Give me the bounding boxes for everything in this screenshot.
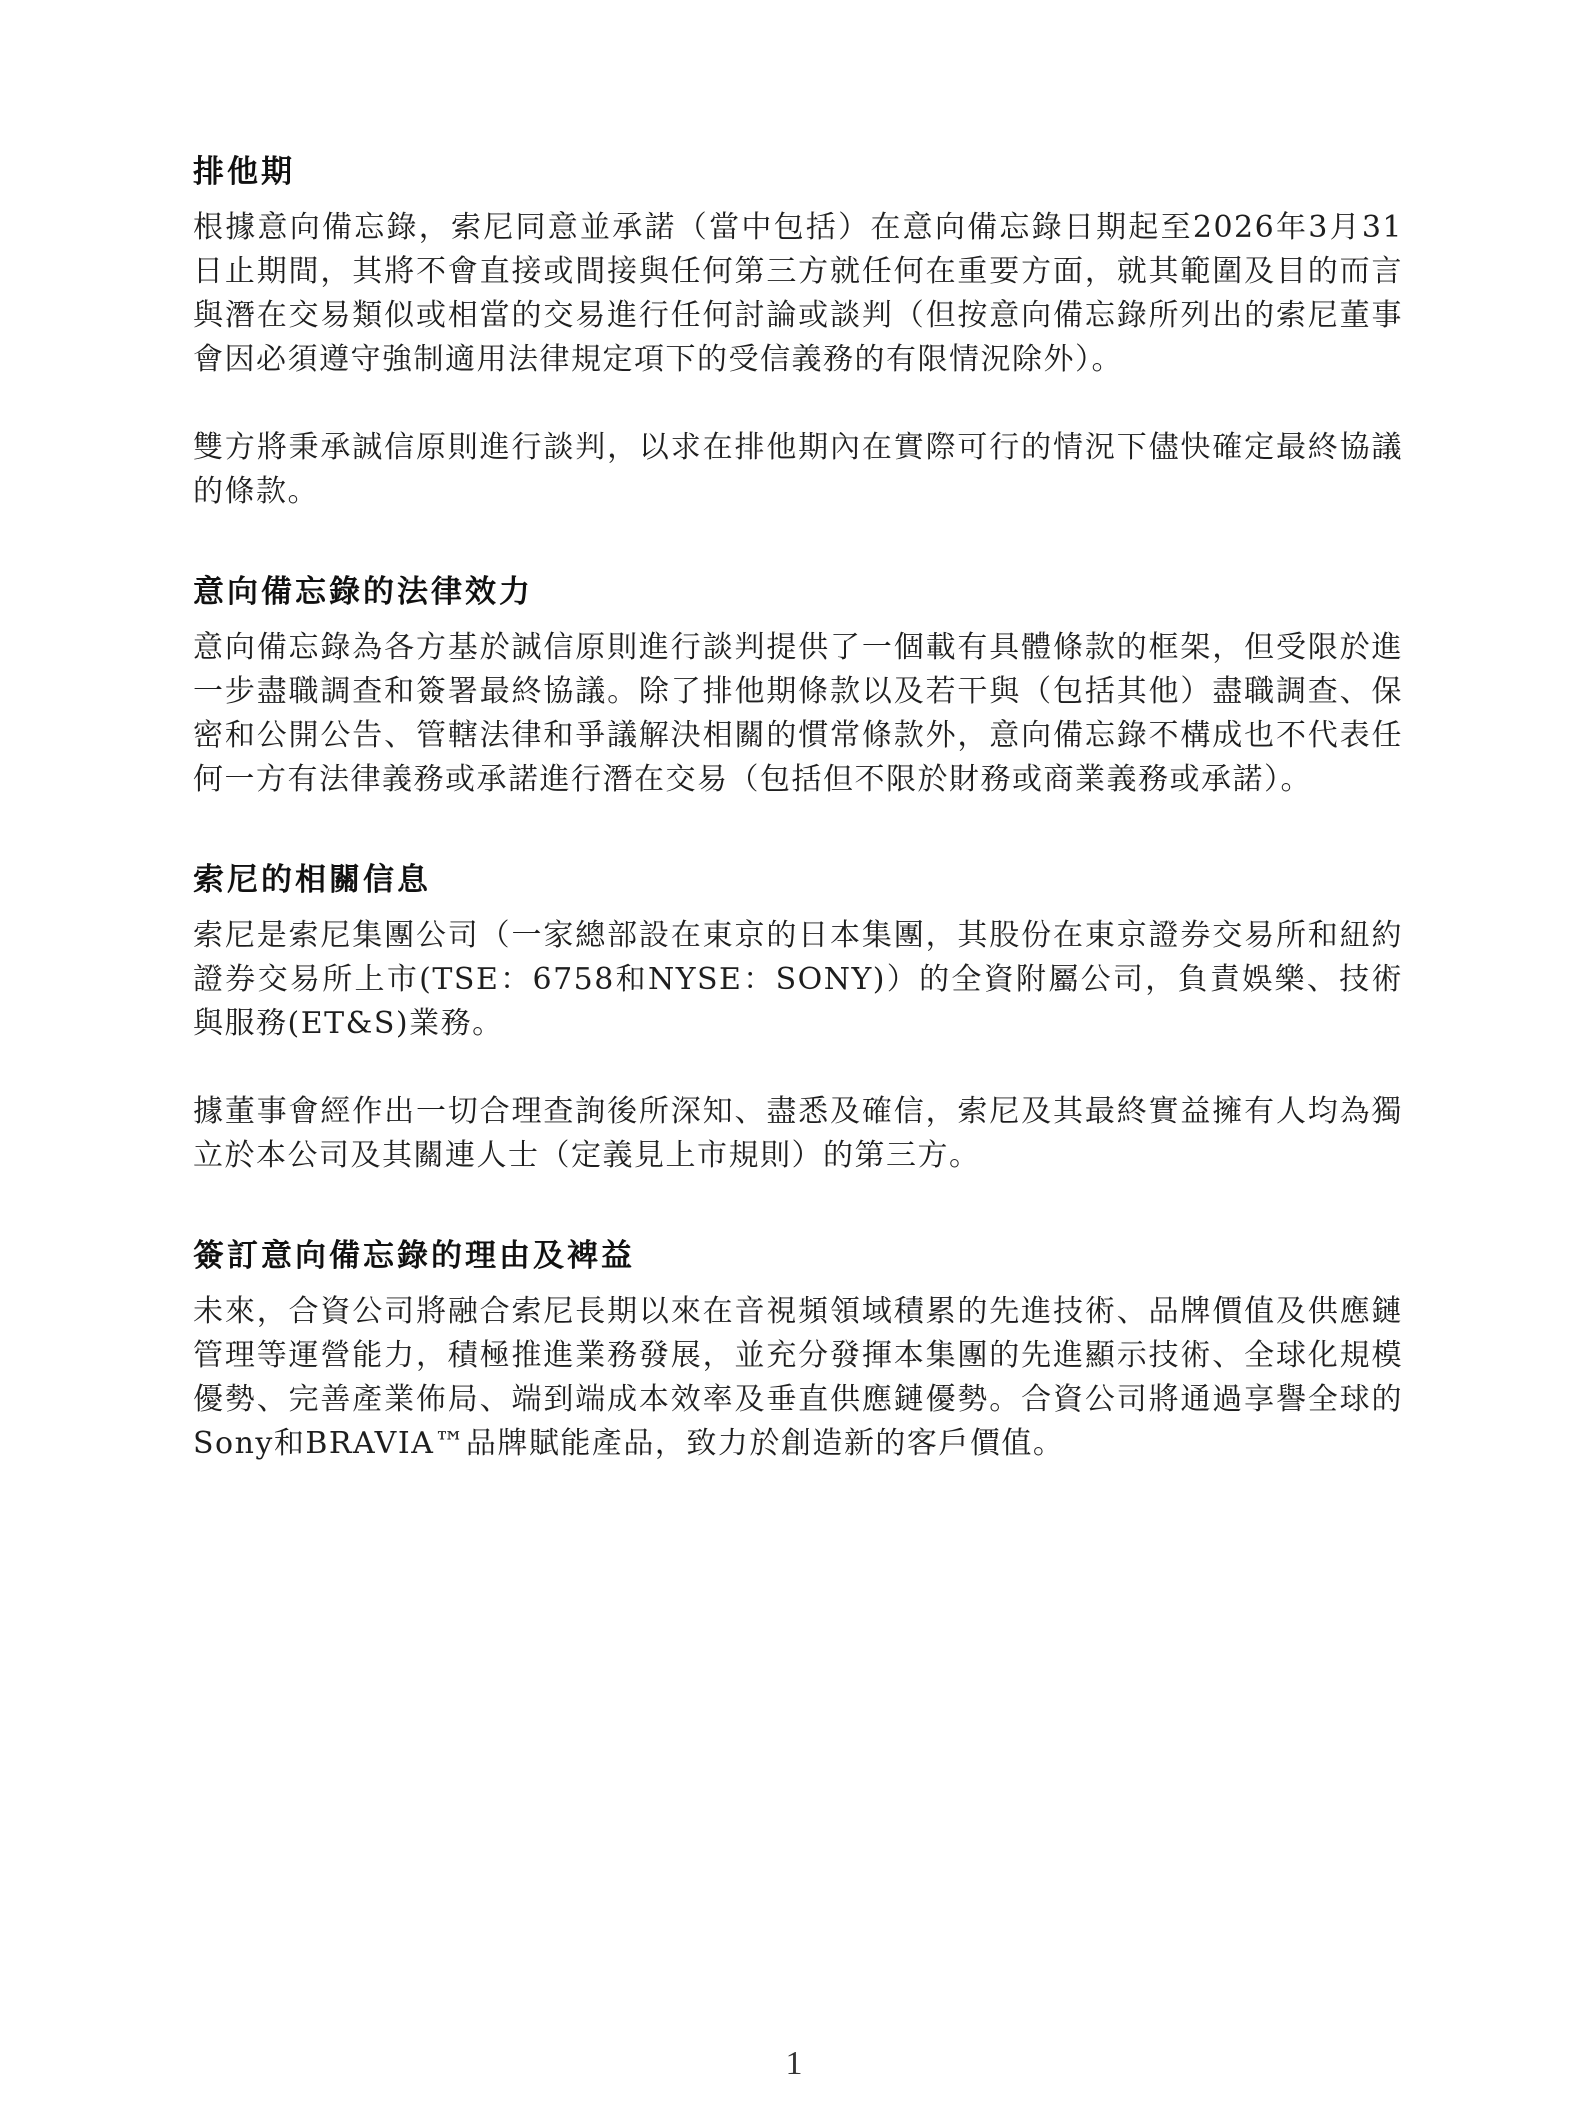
section-legal-effect	[193, 570, 1403, 802]
section-heading: 索尼的相關信息	[193, 862, 431, 898]
paragraph: 根據意向備忘錄，索尼同意並承諾（當中包括）在意向備忘錄日期起至2026年3月31日止期間，其將不會直接或間接與任何第三方就任何在重要方面，就其範圍及目的而言與潛在交易類似或相當的交易進行任何討論或談判（但按意向備忘錄所列出的索尼董事會因必須遵守強制適用法律規定項下的受信義務的有限情況除外）。	[193, 210, 1403, 377]
section-exclusivity	[193, 150, 1403, 514]
section-heading: 意向備忘錄的法律效力	[193, 574, 533, 610]
paragraph: 據董事會經作出一切合理查詢後所深知、盡悉及確信，索尼及其最終實益擁有人均為獨立於本公司及其關連人士（定義見上市規則）的第三方。	[193, 1094, 1403, 1173]
paragraph: 索尼是索尼集團公司（一家總部設在東京的日本集團，其股份在東京證券交易所和紐約證券交易所上市(TSE：6758和NYSE：SONY)）的全資附屬公司，負責娛樂、技術與服務(ET&S)業務。	[193, 918, 1403, 1041]
paragraph: 未來，合資公司將融合索尼長期以來在音視頻領域積累的先進技術、品牌價值及供應鏈管理等運營能力，積極推進業務發展，並充分發揮本集團的先進顯示技術、全球化規模優勢、完善產業佈局、端到端成本效率及垂直供應鏈優勢。合資公司將通過享譽全球的Sony和BRAVIA™品牌賦能產品，致力於創造新的客戶價值。	[193, 1294, 1403, 1461]
section-sony-info	[193, 858, 1403, 1178]
paragraph: 意向備忘錄為各方基於誠信原則進行談判提供了一個載有具體條款的框架，但受限於進一步盡職調查和簽署最終協議。除了排他期條款以及若干與（包括其他）盡職調查、保密和公開公告、管轄法律和爭議解決相關的慣常條款外，意向備忘錄不構成也不代表任何一方有法律義務或承諾進行潛在交易（包括但不限於財務或商業義務或承諾）。	[193, 630, 1403, 797]
document-page	[193, 150, 1403, 1522]
page-number: 1	[785, 2045, 803, 2082]
paragraph: 雙方將秉承誠信原則進行談判，以求在排他期內在實際可行的情況下儘快確定最終協議的條款。	[193, 430, 1403, 509]
section-heading: 簽訂意向備忘錄的理由及裨益	[193, 1238, 635, 1274]
section-reasons-benefits	[193, 1234, 1403, 1466]
section-heading: 排他期	[193, 154, 295, 190]
